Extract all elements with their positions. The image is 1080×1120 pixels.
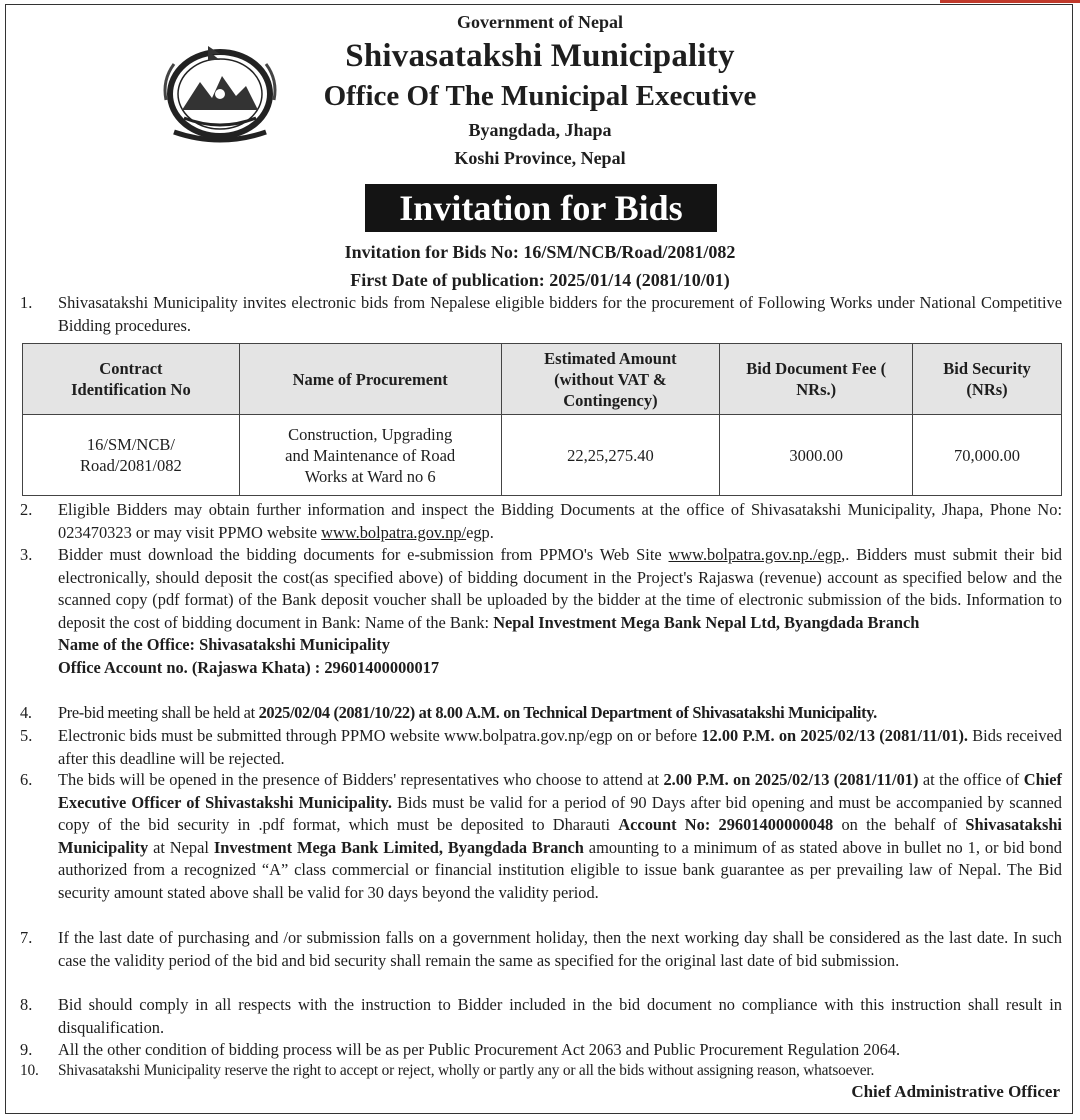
- government-heading: Government of Nepal: [457, 12, 623, 32]
- clause-3: [20, 544, 1062, 680]
- header-procurement-name: Name of Procurement: [239, 344, 501, 415]
- clause-number: 2.: [20, 500, 33, 519]
- cell-estimated-amount: 22,25,275.40: [501, 415, 720, 496]
- table-row: [23, 415, 1062, 496]
- municipality-title: Shivasatakshi Municipality: [345, 38, 735, 74]
- header-estimated-amount: Estimated Amount (without VAT & Contingency): [501, 344, 720, 415]
- clause-number: 9.: [20, 1040, 33, 1059]
- clause-7: [20, 927, 1062, 972]
- clause-number: 8.: [20, 995, 33, 1014]
- clause-text: If the last date of purchasing and /or submission falls on a government holiday, then the next working day shall be considered as the last date. In such case the validity period of the bid and bid security shall remain the same as specified for the original last date of bid submission.: [58, 928, 1062, 970]
- clause-text: Bid should comply in all respects with the instruction to Bidder included in the bid document no compliance with this instruction shall result in disqualification.: [58, 995, 1062, 1037]
- clause-text: Bidder must download the bidding documents for e-submission from PPMO's Web Site www.bolpatra.gov.np./egp,. Bidders must submit their bid electronically, should deposit the cost(as specified above) of bidding document in the Project's Rajaswa (revenue) account as specified below and the scanned copy (pdf format) of the Bank deposit voucher shall be uploaded by the bidder at the time of electronic submission of the bids. Information to deposit the cost of bidding document in Bank: Name of the Bank: Nepal Investment Mega Bank Nepal Ltd, Byangdada Branch Name of the Office: Shivasatakshi Municipality Office Account no. (Rajaswa Khata) : 29601400000017: [58, 545, 1062, 677]
- clause-1: [20, 292, 1062, 337]
- clause-number: 1.: [20, 293, 33, 312]
- clause-text: Shivasatakshi Municipality invites electronic bids from Nepalese eligible bidders for the procurement of Following Works under National Competitive Bidding procedures.: [58, 293, 1062, 335]
- clause-text: All the other condition of bidding process will be as per Public Procurement Act 2063 and Public Procurement Regulation 2064.: [58, 1040, 901, 1059]
- header-bid-security: Bid Security (NRs): [913, 344, 1062, 415]
- ppmo-link[interactable]: www.bolpatra.gov.np./egp: [668, 545, 842, 564]
- bank-name: Nepal Investment Mega Bank Nepal Ltd, Byangdada Branch: [493, 612, 920, 632]
- publication-date: First Date of publication: 2025/01/14 (2081/10/01): [350, 270, 730, 290]
- clause-number: 7.: [20, 928, 33, 947]
- cell-document-fee: 3000.00: [720, 415, 913, 496]
- clause-text: Pre-bid meeting shall be held at 2025/02/04 (2081/10/22) at 8.00 A.M. on Technical Department of Shivasatakshi Municipality.: [58, 703, 877, 722]
- office-title: Office Of The Municipal Executive: [323, 80, 757, 112]
- clause-10: [20, 1060, 1062, 1083]
- clause-number: 6.: [20, 770, 33, 789]
- clause-text: The bids will be opened in the presence of Bidders' representatives who choose to attend at 2.00 P.M. on 2025/02/13 (2081/11/01) at the office of Chief Executive Officer of Shivastakshi Municipality. Bids must be valid for a period of 90 Days after bid opening and must be accompanied by scanned copy of the bid security in .pdf format, which must be deposited to Dharauti Account No: 29601400000048 on the behalf of Shivasatakshi Municipality at Nepal Investment Mega Bank Limited, Byangdada Branch amounting to a minimum of as stated above in bullet no 1, or bid bond authorized from a recognized “A” class commercial or financial institution eligible to issue bank guarantee as per prevailing law of Nepal. The Bid security amount stated above shall be valid for 30 days beyond the validity period.: [58, 770, 1062, 902]
- table-header-row: [23, 344, 1062, 415]
- address-line-2: Koshi Province, Nepal: [454, 148, 626, 168]
- clause-number: 5.: [20, 726, 33, 745]
- office-name: Name of the Office: Shivasatakshi Municipality: [58, 635, 390, 655]
- bids-table: [22, 343, 1062, 496]
- clause-number: 4.: [20, 703, 32, 722]
- clause-5: [20, 725, 1062, 770]
- clause-number: 3.: [20, 545, 33, 564]
- signoff-title: Chief Administrative Officer: [851, 1082, 1060, 1101]
- clause-6: [20, 769, 1062, 905]
- office-account: Office Account no. (Rajaswa Khata) : 29601400000017: [58, 657, 440, 677]
- top-accent-line: [940, 0, 1080, 3]
- bid-number: Invitation for Bids No: 16/SM/NCB/Road/2081/082: [344, 242, 736, 262]
- clause-2: [20, 499, 1062, 544]
- clause-number: 10.: [20, 1062, 39, 1079]
- cell-bid-security: 70,000.00: [913, 415, 1062, 496]
- clause-text: Shivasatakshi Municipality reserve the right to accept or reject, wholly or partly any or all the bids without assigning reason, whatsoever.: [58, 1062, 875, 1079]
- address-line-1: Byangdada, Jhapa: [468, 120, 612, 140]
- cell-contract-id: 16/SM/NCB/ Road/2081/082: [23, 415, 240, 496]
- clause-9: [20, 1039, 1062, 1062]
- clause-text: Eligible Bidders may obtain further information and inspect the Bidding Documents at the office of Shivasatakshi Municipality, Jhapa, Phone No: 023470323 or may visit PPMO website www.bolpatra.gov.np/egp.: [58, 500, 1062, 542]
- clause-text: Electronic bids must be submitted through PPMO website www.bolpatra.gov.np/egp on or before 12.00 P.M. on 2025/02/13 (2081/11/01). Bids received after this deadline will be rejected.: [58, 726, 1062, 768]
- cell-procurement-name: Construction, Upgrading and Maintenance of Road Works at Ward no 6: [239, 415, 501, 496]
- invitation-banner: Invitation for Bids: [365, 184, 717, 232]
- header-document-fee: Bid Document Fee ( NRs.): [720, 344, 913, 415]
- header-contract-id: Contract Identification No: [23, 344, 240, 415]
- clause-4: [20, 702, 1062, 725]
- clause-8: [20, 994, 1062, 1039]
- ppmo-link[interactable]: www.bolpatra.gov.np/: [321, 522, 467, 542]
